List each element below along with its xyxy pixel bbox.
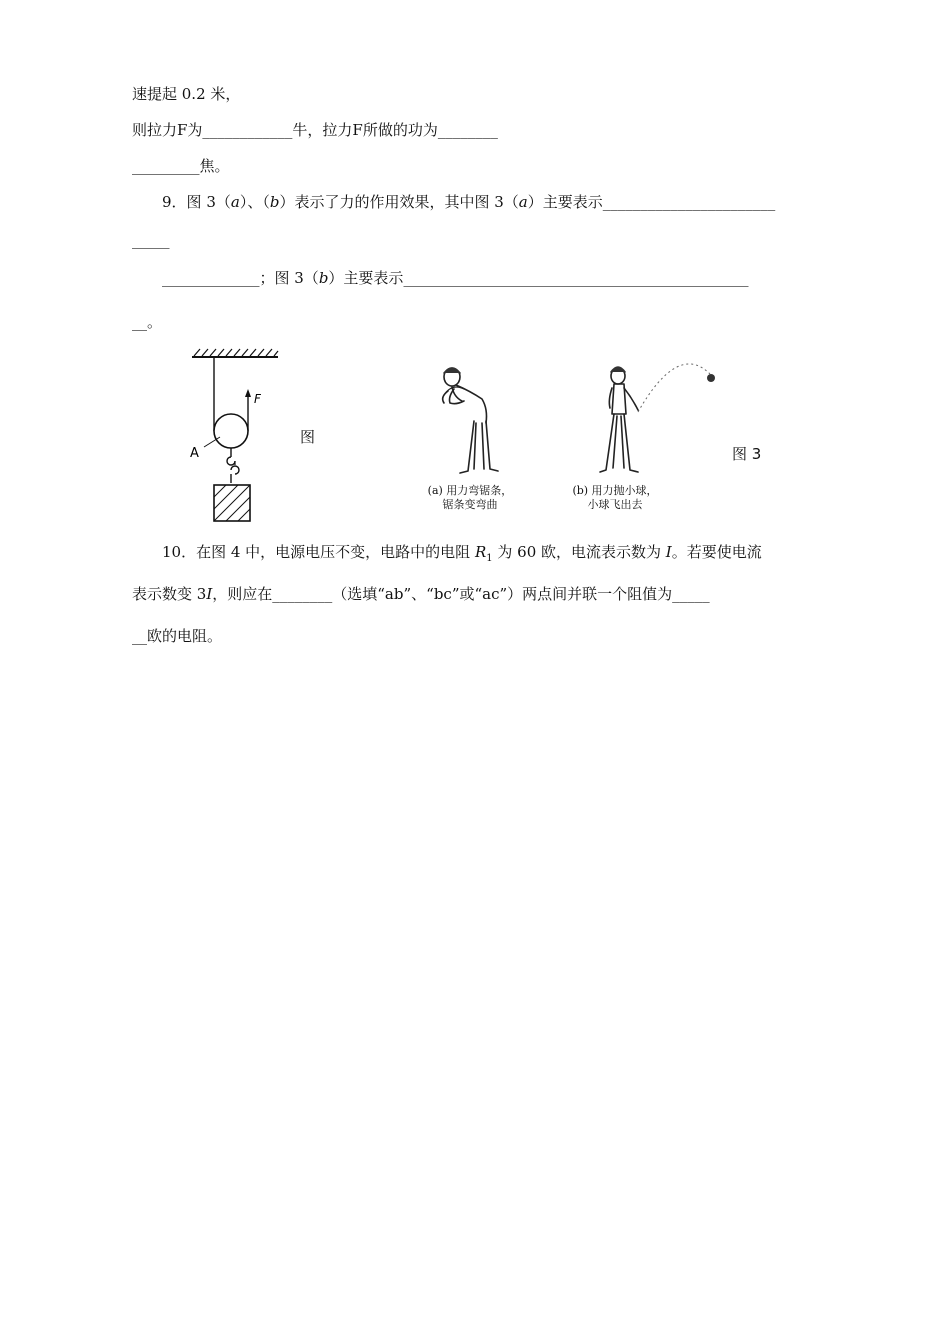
q10-text: 为 60 欧，电流表示数为 bbox=[492, 543, 666, 561]
q9-label-a: a bbox=[518, 193, 528, 211]
q10-text: 表示数变 3 bbox=[132, 585, 207, 603]
q8-blank-force[interactable]: ____________ bbox=[202, 121, 293, 139]
q10-number: 10． bbox=[162, 543, 197, 561]
q9-blank-b[interactable]: ______________________________________________ bbox=[403, 269, 749, 287]
q9-blank-a-more[interactable]: _____________ bbox=[162, 269, 260, 287]
q10-resistor-symbol: R bbox=[474, 543, 487, 561]
q9-text: ）主要表示 bbox=[527, 193, 603, 211]
q9-text: ）主要表示 bbox=[328, 269, 404, 287]
q10-line-1 bbox=[162, 542, 762, 569]
q10-line-2 bbox=[132, 584, 710, 604]
q9-label-b: b bbox=[269, 193, 280, 211]
q10-text: ，则应在 bbox=[212, 585, 273, 603]
q8-text-work: 牛，拉力F所做的功为 bbox=[292, 121, 438, 139]
q9-text: ；图 3（ bbox=[259, 269, 319, 287]
q9-line-3 bbox=[162, 268, 748, 288]
q8-text-force: 则拉力F为 bbox=[132, 121, 203, 139]
q10-text: 在图 4 中，电源电压不变，电路中的电阻 bbox=[196, 543, 475, 561]
q8-line-3 bbox=[132, 156, 230, 176]
figure-left-caption: 图 bbox=[300, 428, 316, 446]
q8-text-speed: 速提起 0.2 米， bbox=[132, 85, 241, 103]
q9-number: 9． bbox=[162, 193, 187, 211]
q10-current-symbol: I bbox=[665, 543, 672, 561]
q10-text: （选填“ab”、“bc”或“ac”）两点间并联一个阻值为 bbox=[332, 585, 673, 603]
q9-label-a: a bbox=[230, 193, 240, 211]
q9-text: ）、（ bbox=[239, 193, 270, 211]
q10-text: 欧的电阻。 bbox=[147, 627, 223, 645]
q9-text: 图 3（ bbox=[186, 193, 231, 211]
q10-blank-resistance-cont[interactable]: __ bbox=[132, 627, 147, 645]
q9-label-b: b bbox=[318, 269, 329, 287]
caption-b-line-1: (b) 用力抛小球， bbox=[572, 484, 658, 497]
q9-blank-b-cont[interactable]: __ bbox=[132, 313, 147, 331]
q10-line-3 bbox=[132, 626, 222, 646]
q8-line-2 bbox=[132, 120, 498, 140]
pulley-label-f: F bbox=[254, 392, 261, 406]
caption-a bbox=[420, 484, 520, 512]
q9-line-1 bbox=[162, 192, 775, 212]
q9-blank-a[interactable]: _______________________ bbox=[602, 193, 776, 211]
caption-b-line-2: 小球飞出去 bbox=[587, 498, 643, 511]
q8-text-joule: 焦。 bbox=[199, 157, 230, 175]
caption-b bbox=[565, 484, 665, 512]
q9-line-4 bbox=[132, 312, 162, 332]
q10-blank-points[interactable]: ________ bbox=[272, 585, 333, 603]
q10-text: 。若要使电流 bbox=[671, 543, 762, 561]
q9-line-2 bbox=[132, 230, 170, 250]
q9-blank-a-cont[interactable]: _____ bbox=[132, 231, 170, 249]
pulley-label-a: A bbox=[190, 446, 199, 461]
figure-3-caption: 图 3 bbox=[732, 445, 762, 463]
caption-a-line-1: (a) 用力弯锯条， bbox=[427, 484, 513, 497]
q8-blank-work-cont[interactable]: _________ bbox=[132, 157, 200, 175]
q8-blank-work[interactable]: ________ bbox=[437, 121, 498, 139]
ball-icon bbox=[707, 374, 715, 382]
q10-blank-resistance[interactable]: _____ bbox=[672, 585, 710, 603]
q10-current-symbol: I bbox=[206, 585, 213, 603]
pulley-figure bbox=[180, 345, 290, 525]
boy-throwing-ball-illustration bbox=[590, 350, 720, 480]
q10-resistor-subscript: 1 bbox=[486, 553, 493, 564]
q8-line-1 bbox=[132, 84, 240, 104]
q9-period: 。 bbox=[147, 313, 163, 331]
q9-text: ）表示了力的作用效果，其中图 3（ bbox=[279, 193, 519, 211]
caption-a-line-2: 锯条变弯曲 bbox=[442, 498, 498, 511]
boy-bending-saw-illustration bbox=[430, 365, 510, 480]
